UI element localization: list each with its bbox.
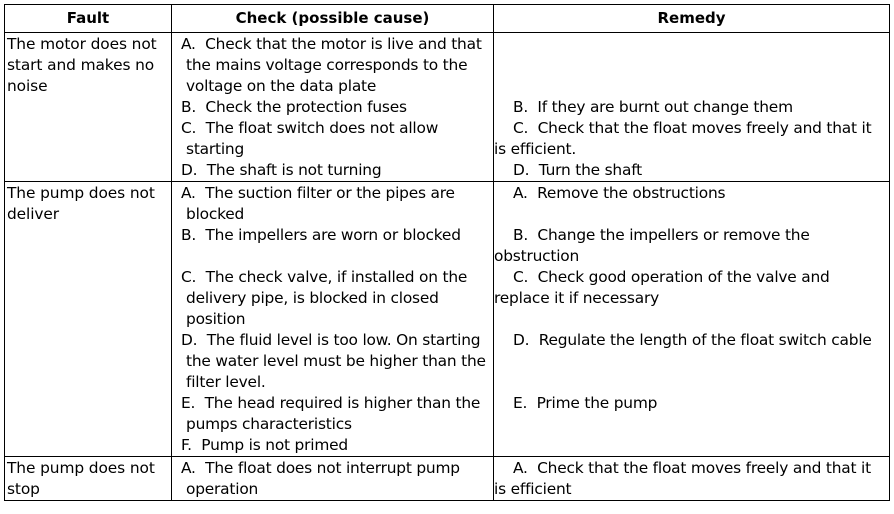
blank-line bbox=[513, 351, 887, 372]
blank-line bbox=[513, 34, 887, 55]
troubleshooting-table bbox=[4, 4, 890, 501]
remedy-item-text: E. Prime the pump bbox=[513, 394, 658, 412]
table-row bbox=[5, 33, 890, 182]
check-item bbox=[181, 183, 491, 225]
fault-cell bbox=[5, 33, 172, 182]
check-item-continuation: position bbox=[186, 310, 246, 328]
table-row bbox=[5, 457, 890, 501]
check-item bbox=[181, 34, 491, 97]
check-item-text: D. The shaft is not turning bbox=[181, 161, 382, 179]
blank-line bbox=[513, 372, 887, 393]
check-item-text: A. The float does not interrupt pump bbox=[181, 459, 460, 477]
check-item-continuation: operation bbox=[186, 480, 259, 498]
remedy-item-continuation: is efficient bbox=[494, 480, 572, 498]
check-item-text: C. The check valve, if installed on the bbox=[181, 268, 468, 286]
check-item bbox=[181, 458, 491, 500]
remedy-cell bbox=[494, 182, 890, 457]
remedy-item-text: A. Remove the obstructions bbox=[513, 184, 726, 202]
blank-line bbox=[513, 309, 887, 330]
blank-line bbox=[513, 76, 887, 97]
remedy-item-text: C. Check good operation of the valve and bbox=[513, 268, 830, 286]
fault-line: The pump does not bbox=[7, 459, 155, 477]
fault-line: The motor does not bbox=[7, 35, 157, 53]
header-fault: Fault bbox=[5, 5, 172, 33]
check-item-text: B. Check the protection fuses bbox=[181, 98, 407, 116]
check-cell bbox=[172, 182, 494, 457]
check-item-continuation: filter level. bbox=[186, 373, 266, 391]
check-item bbox=[181, 225, 491, 246]
remedy-item-continuation: replace it if necessary bbox=[494, 289, 660, 307]
remedy-item bbox=[513, 160, 887, 181]
remedy-item-continuation: is efficient. bbox=[494, 140, 577, 158]
remedy-item bbox=[494, 118, 887, 160]
check-item-text: A. Check that the motor is live and that bbox=[181, 35, 482, 53]
check-item-text: E. The head required is higher than the bbox=[181, 394, 481, 412]
header-remedy: Remedy bbox=[494, 5, 890, 33]
check-item bbox=[181, 160, 491, 181]
check-item bbox=[181, 330, 491, 393]
remedy-item-text: D. Regulate the length of the float switch cable bbox=[513, 331, 872, 349]
fault-line: The pump does not bbox=[7, 184, 155, 202]
remedy-item-text: B. If they are burnt out change them bbox=[513, 98, 793, 116]
check-item bbox=[181, 435, 491, 456]
table-row bbox=[5, 182, 890, 457]
check-item-text: D. The fluid level is too low. On starting bbox=[181, 331, 481, 349]
remedy-item bbox=[513, 330, 887, 351]
remedy-item-text: B. Change the impellers or remove the bbox=[513, 226, 810, 244]
remedy-item bbox=[494, 225, 887, 267]
check-item-continuation: voltage on the data plate bbox=[186, 77, 377, 95]
check-item-continuation: the mains voltage corresponds to the bbox=[186, 56, 468, 74]
remedy-item-text: D. Turn the shaft bbox=[513, 161, 642, 179]
remedy-item bbox=[513, 183, 887, 204]
remedy-cell bbox=[494, 457, 890, 501]
remedy-cell bbox=[494, 33, 890, 182]
remedy-item bbox=[494, 458, 887, 500]
fault-line: stop bbox=[7, 480, 40, 498]
check-item-text: B. The impellers are worn or blocked bbox=[181, 226, 461, 244]
header-row bbox=[5, 5, 890, 33]
check-item-continuation: starting bbox=[186, 140, 245, 158]
check-item-text: F. Pump is not primed bbox=[181, 436, 348, 454]
fault-line: noise bbox=[7, 77, 48, 95]
check-item bbox=[181, 393, 491, 435]
table-body bbox=[5, 33, 890, 501]
remedy-item-text: C. Check that the float moves freely and that it bbox=[513, 119, 872, 137]
check-item-continuation: pumps characteristics bbox=[186, 415, 352, 433]
fault-cell bbox=[5, 182, 172, 457]
check-item bbox=[181, 118, 491, 160]
header-check: Check (possible cause) bbox=[172, 5, 494, 33]
blank-line bbox=[513, 204, 887, 225]
check-item-continuation: delivery pipe, is blocked in closed bbox=[186, 289, 439, 307]
remedy-item bbox=[494, 267, 887, 309]
check-item bbox=[181, 97, 491, 118]
check-item bbox=[181, 267, 491, 330]
blank-line bbox=[181, 246, 491, 267]
check-item-text: C. The float switch does not allow bbox=[181, 119, 439, 137]
remedy-item bbox=[513, 97, 887, 118]
fault-line: start and makes no bbox=[7, 56, 155, 74]
remedy-item-continuation: obstruction bbox=[494, 247, 580, 265]
check-cell bbox=[172, 457, 494, 501]
remedy-item bbox=[513, 393, 887, 414]
check-cell bbox=[172, 33, 494, 182]
remedy-item-text: A. Check that the float moves freely and that it bbox=[513, 459, 871, 477]
fault-cell bbox=[5, 457, 172, 501]
check-item-continuation: the water level must be higher than the bbox=[186, 352, 486, 370]
check-item-text: A. The suction filter or the pipes are bbox=[181, 184, 455, 202]
check-item-continuation: blocked bbox=[186, 205, 245, 223]
fault-line: deliver bbox=[7, 205, 59, 223]
blank-line bbox=[513, 55, 887, 76]
